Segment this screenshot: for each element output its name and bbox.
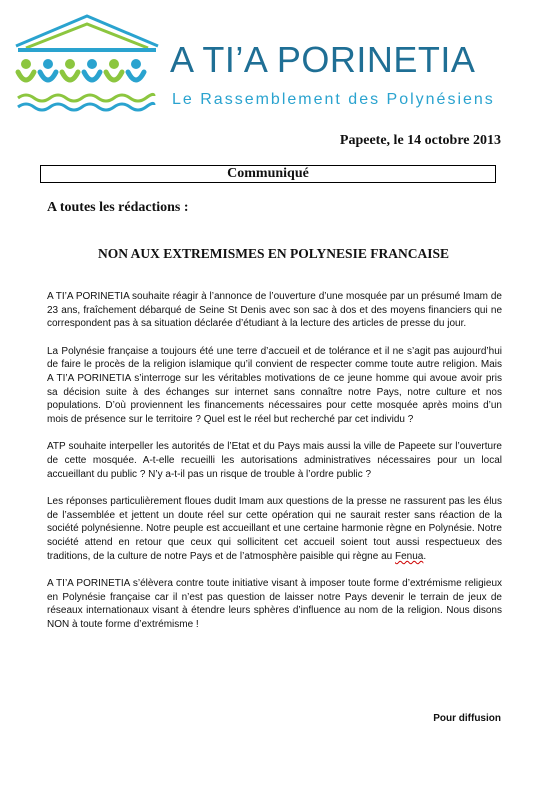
paragraph-4-text: Les réponses particulièrement floues dudit Imam aux questions de la presse ne rassurent pas les élus de l’assemblée et jettent un doute réel sur cette opération qui ne saurait rester sans réaction de la société polynésienne. Notre peuple est accueillant et une certaine harmonie règne en Polynésie. Notre société attend en retour que ceux qui sollicitent cet accueil soient tout aussi respectueux des traditions, de la culture de notre Pays et de l’atmosphère paisible qui règne au xyxy=(47,495,502,562)
party-logo xyxy=(12,12,162,112)
logo-roof-inner xyxy=(26,24,148,48)
paragraph-3: ATP souhaite interpeller les autorités de l’Etat et du Pays mais aussi la ville de Papeete sur l’ouverture de cette mosquée. A-t-elle recueilli les autorisations administratives nécessaires pour un local accueillant du public ? N’y a-t-il pas un risque de trouble à l’ordre public ? xyxy=(47,441,502,480)
paragraph-2: La Polynésie française a toujours été une terre d’accueil et de tolérance et il ne s’agit pas aujourd’hui de faire le procès de la religion islamique qu’il convient de respecter comme toute autre religion. Mais A TI’A PORINETIA s’interroge sur les véritables motivations de ce jeune homme qui avoue avoir pris sa décision suite à des échanges sur internet sans connaître notre Pays, notre culture et nos populations. D’où proviennent les financements nécessaires pour cette mosquée après moins d’un mois de présence sur le territoire ? Quel est le réel but recherché par cet individu ? xyxy=(47,345,502,426)
paragraph-5: A TI’A PORINETIA s’élèvera contre toute initiative visant à imposer toute forme d’extrémisme religieux en Polynésie française car il n’est pas question de laisser notre Pays devenir le terrain de jeux de réseaux internationaux visant à étendre leurs sphères d’influence au nom de la religion. Nous disons NON à toute forme d’extrémisme ! xyxy=(47,577,502,631)
paragraph-4-end: . xyxy=(423,550,427,562)
headline: NON AUX EXTREMISMES EN POLYNESIE FRANCAISE xyxy=(98,246,449,261)
paragraph-4 xyxy=(47,495,502,564)
logo-roof-outer xyxy=(16,16,158,46)
paragraph-4-last-word: Fenua xyxy=(395,550,424,562)
recipient-line: A toutes les rédactions : xyxy=(47,200,189,215)
paragraph-1: A TI’A PORINETIA souhaite réagir à l’annonce de l’ouverture d’une mosquée par un présumé Imam de 23 ans, fraîchement débarqué de Seine St Denis avec son sac à dos et des moyens financiers qui ne correspondent pas à sa situation déclarée d’étudiant à la lecture des articles de presse du jour. xyxy=(47,291,502,330)
logo-waves xyxy=(18,94,154,110)
communique-box xyxy=(40,165,496,183)
brand-subtitle: Le Rassemblement des Polynésiens xyxy=(172,91,495,108)
closing-line: Pour diffusion xyxy=(433,713,501,724)
date-line: Papeete, le 14 octobre 2013 xyxy=(339,133,501,148)
brand-title: A TI’A PORINETIA xyxy=(170,39,476,80)
body-text xyxy=(47,290,502,632)
communique-label: Communiqué xyxy=(227,166,309,181)
logo-figures xyxy=(18,59,144,80)
